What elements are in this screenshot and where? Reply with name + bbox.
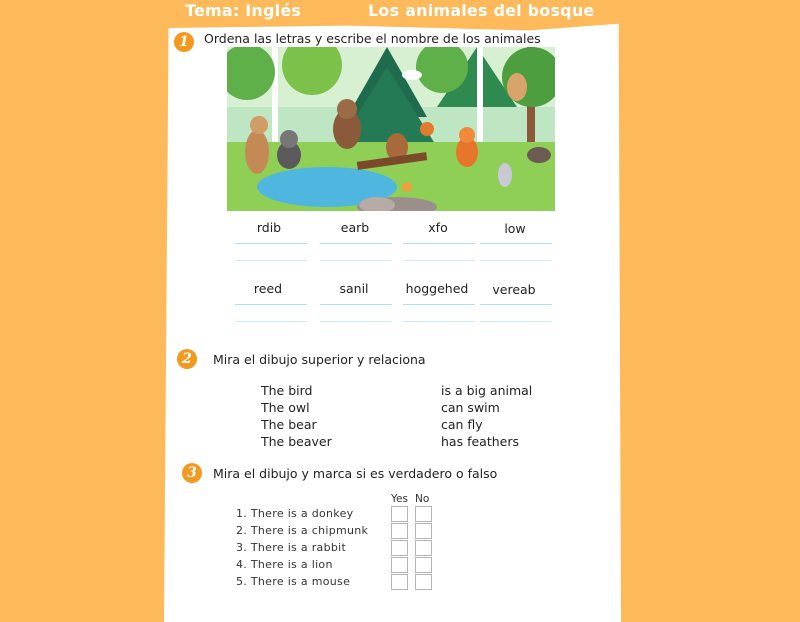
answer-line[interactable] xyxy=(480,304,552,305)
answer-line[interactable] xyxy=(403,260,475,261)
scrambled-word: sanil xyxy=(339,281,369,296)
statement: 5. There is a mouse xyxy=(236,575,351,588)
match-right-column xyxy=(441,382,532,450)
no-checkbox[interactable] xyxy=(415,506,432,522)
answer-line[interactable] xyxy=(403,304,475,305)
section-2-number: 2 xyxy=(177,349,197,369)
section-1-number: 1 xyxy=(174,32,194,52)
answer-line[interactable] xyxy=(480,243,552,244)
answer-line[interactable] xyxy=(480,321,552,322)
match-right-item[interactable]: can swim xyxy=(441,400,500,415)
answer-line[interactable] xyxy=(235,243,307,244)
match-left-item[interactable]: The bird xyxy=(261,383,313,398)
match-right-item[interactable]: is a big animal xyxy=(441,383,533,398)
true-false-statements xyxy=(236,505,368,590)
yes-checkbox[interactable] xyxy=(391,523,408,539)
scrambled-word: rdib xyxy=(256,220,282,235)
answer-line[interactable] xyxy=(480,260,552,261)
no-column-label: No xyxy=(415,493,430,505)
statement: 1. There is a donkey xyxy=(236,507,354,520)
answer-line[interactable] xyxy=(320,260,392,261)
answer-line[interactable] xyxy=(403,243,475,244)
forest-animals-illustration xyxy=(227,47,555,211)
yes-checkbox[interactable] xyxy=(391,557,408,573)
scrambled-word: hoggehed xyxy=(405,281,469,296)
section-1-instruction: Ordena las letras y escribe el nombre de los animales xyxy=(204,31,541,46)
no-checkbox[interactable] xyxy=(415,540,432,556)
statement: 2. There is a chipmunk xyxy=(236,524,369,537)
statement: 3. There is a rabbit xyxy=(236,541,347,554)
scrambled-word: vereab xyxy=(492,282,536,297)
scrambled-word: earb xyxy=(340,220,370,235)
match-left-item[interactable]: The owl xyxy=(261,400,310,415)
statement: 4. There is a lion xyxy=(236,558,333,571)
answer-line[interactable] xyxy=(320,321,392,322)
no-checkbox[interactable] xyxy=(415,523,432,539)
match-left-column xyxy=(261,382,332,450)
worksheet-topic: Tema: Inglés xyxy=(185,1,302,20)
answer-line[interactable] xyxy=(320,304,392,305)
answer-line[interactable] xyxy=(403,321,475,322)
match-right-item[interactable]: has feathers xyxy=(441,434,519,449)
answer-line[interactable] xyxy=(320,243,392,244)
answer-line[interactable] xyxy=(235,304,307,305)
yes-checkbox[interactable] xyxy=(391,574,408,590)
section-2-instruction: Mira el dibujo superior y relaciona xyxy=(213,352,426,367)
section-3-instruction: Mira el dibujo y marca si es verdadero o falso xyxy=(213,466,498,481)
match-right-item[interactable]: can fly xyxy=(441,417,483,432)
worksheet-title: Los animales del bosque xyxy=(368,1,595,20)
scrambled-word: xfo xyxy=(428,220,448,235)
answer-line[interactable] xyxy=(235,260,307,261)
yes-checkbox[interactable] xyxy=(391,506,408,522)
scrambled-word: low xyxy=(504,221,526,236)
no-checkbox[interactable] xyxy=(415,557,432,573)
yes-checkbox[interactable] xyxy=(391,540,408,556)
match-left-item[interactable]: The bear xyxy=(261,417,317,432)
match-left-item[interactable]: The beaver xyxy=(261,434,332,449)
yes-column-label: Yes xyxy=(391,493,408,505)
scrambled-word: reed xyxy=(253,281,283,296)
no-checkbox[interactable] xyxy=(415,574,432,590)
section-3-number: 3 xyxy=(182,463,202,483)
answer-line[interactable] xyxy=(235,321,307,322)
